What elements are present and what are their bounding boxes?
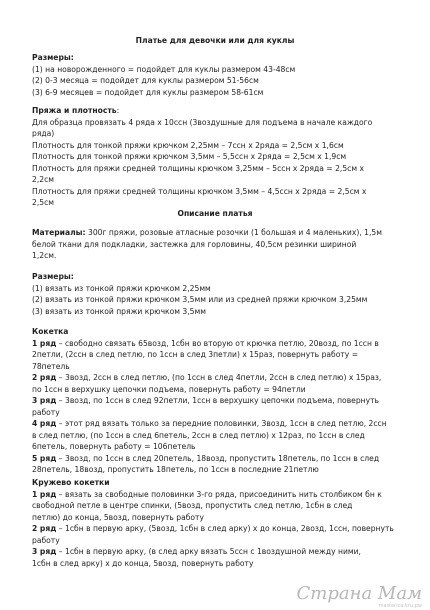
kokette-row: 1 ряд – свободно связать 65возд, 1сбн во вторую от крючка петлю, 20возд, по 1ссн в	[32, 338, 379, 348]
kokette-row: 2 ряд – 3возд, 2ссн в след петлю, (по 1ссн в след 4петли, 2ссн в след петлю) х 15раз,	[32, 373, 382, 382]
size-line: (2) 0-3 месяца = подойдет для куклы размером 51-56см	[32, 76, 259, 85]
sizes2-header: Размеры:	[32, 272, 74, 281]
materials-line: белой ткани для подкладки, застежка для горловины, 40,5см резинки шириной	[32, 239, 357, 249]
yarn-line: 2,5см	[32, 198, 54, 207]
lace-row: 3 ряд – 1сбн в первую арку, (в след арку вязать 5ссн с 1воздушной между ними,	[32, 547, 361, 556]
yarn-line: Для образца провязать 4 ряда х 10ссн (3воздушные для подъема в начале каждого	[32, 117, 373, 127]
yarn-line: Плотность для тонкой пряжи крючком 3,5мм – 5,5ссн х 2ряда = 2,5см х 1,9см	[32, 152, 347, 161]
size2-line: (3) вязать из тонкой пряжи крючком 3,5мм	[32, 306, 206, 316]
yarn-header: Пряжа и плотность:	[32, 106, 120, 115]
size2-line: (2) вязать из тонкой пряжи крючком 3,5мм или из средней пряжи крючком 3,25мм	[32, 295, 368, 304]
lace-row-line: свободной петле в центре спинки, (5возд, пропустить след петлю, 1сбн в след	[32, 501, 353, 510]
kokette-row-line: по 1ссн в верхушку цепочки подъема, повернуть работу = 94петли	[32, 384, 306, 394]
description-title: Описание платья	[177, 209, 253, 218]
yarn-line: Плотность для тонкой пряжи крючком 2,25мм – 7ссн х 2ряда = 2,5см х 1,6см	[32, 140, 344, 150]
lace-row-line: 1сбн в след арку) х до конца, 5возд, повернуть работу	[32, 558, 254, 568]
lace-row-line: работу	[32, 535, 60, 545]
kokette-row-line: 28петель, 18возд, пропустить 18петель, по 1ссн в последние 21петлю	[32, 465, 319, 474]
lace-row: 2 ряд – 1сбн в первую арку, (5возд, 1сбн в след арку) х до конца, 2возд, 1ссн, повернуть	[32, 524, 394, 533]
lace-row: 1 ряд – вязать за свободные половинки 3-го ряда, присоединить нить столбиком бн к	[32, 489, 382, 499]
lace-row-line: петлю) до конца, 5возд, повернуть работу	[32, 512, 204, 522]
kokette-row-line: 78петель	[32, 361, 70, 371]
yarn-line: ряда)	[32, 129, 55, 138]
kokette-header: Кокетка	[32, 327, 69, 336]
yarn-line: Плотность для пряжи средней толщины крючком 3,25мм – 5ссн х 2ряда = 2,5см х	[32, 163, 364, 173]
size2-line: (1) вязать из тонкой пряжи крючком 2,25мм	[32, 283, 211, 293]
kokette-row-line: работу	[32, 407, 60, 417]
sizes-header: Размеры:	[32, 53, 74, 62]
materials-line: Материалы: 300г пряжи, розовые атласные розочки (1 большая и 4 маленьких), 1,5м	[32, 228, 382, 237]
size-line: (1) на новорожденного = подойдет для куклы размером 43-48см	[32, 64, 296, 74]
kokette-row-line: в след петлю, (по 1ссн в след 6петель, 2ссн в след петлю) х 12раз, по 1ссн в след	[32, 430, 365, 440]
kokette-row: 5 ряд – 3возд, по 1ссн в след 20петель, 18возд, пропустить 18петель, по 1ссн в след	[32, 453, 380, 463]
watermark-logo: Страна Мам	[296, 583, 422, 604]
size-line: (3) 6-9 месяцев = подойдет для куклы размером 58-61см	[32, 87, 264, 97]
lace-header: Кружево кокетки	[32, 478, 110, 487]
yarn-line: Плотность для пряжи средней толщины крючком 3,5мм – 4,5ссн х 2ряда = 2,5см х	[32, 186, 367, 196]
page-title: Платье для девочки или для куклы	[135, 36, 295, 45]
kokette-row-line: 6петель, повернуть работу = 106петель	[32, 442, 196, 451]
watermark-url: masterica.kru.pw	[378, 603, 422, 609]
kokette-row: 3 ряд – 3возд, по 1ссн в след 92петли, 1ссн в верхушку цепочки подъема, повернуть	[32, 396, 380, 405]
kokette-row: 4 ряд – этот ряд вязать только за передние половинки, 3возд, 1ссн в след петлю, 2ссн	[32, 419, 387, 428]
materials-line: 1,2см.	[32, 251, 57, 260]
kokette-row-line: 2петли, (2ссн в след петлю, по 1ссн в след 3петли) х 15раз, повернуть работу =	[32, 350, 359, 359]
yarn-line: 2,2см	[32, 175, 54, 184]
